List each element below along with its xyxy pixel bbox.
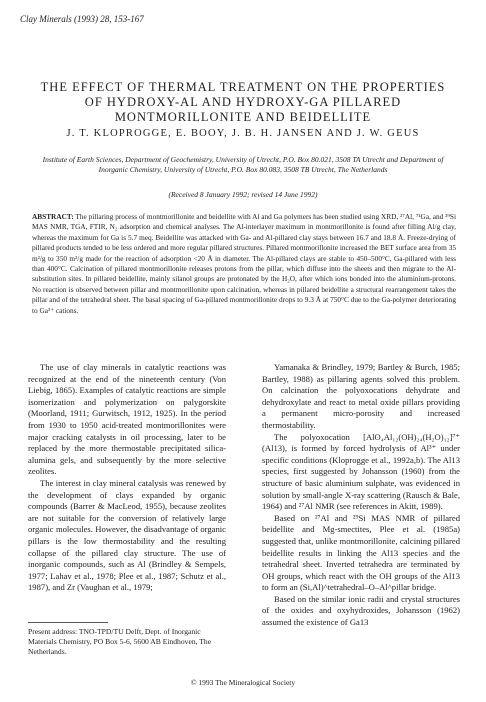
journal-reference: Clay Minerals (1993) 28, 153-167 bbox=[20, 14, 144, 24]
received-dates: (Received 8 January 1992; revised 14 June 1992) bbox=[168, 190, 318, 199]
affiliation: Institute of Earth Sciences, Department of Geochemistry, University of Utrecht, P.O. Box 80.021, 3508 TA Utrecht and Department of Inorganic Chemistry, University of Utrecht, P.O. Box 80.083, 3508 TB Utrecht, The Netherlands bbox=[42, 155, 444, 174]
right-column bbox=[262, 362, 460, 629]
footnote: Present address: TNO-TPD/TU Delft, Dept. of Inorganic Materials Chemistry, PO Box 5-6, 5600 AB Eindhoven, The Netherlands. bbox=[28, 627, 212, 656]
copyright-line: © 1993 The Mineralogical Society bbox=[190, 678, 296, 687]
footnote-divider bbox=[28, 622, 108, 623]
left-column bbox=[28, 362, 226, 594]
abstract bbox=[32, 212, 456, 316]
paragraph: The polyoxocation [AlO₄Al₁₂(OH)₂₄(H₂O)₁₂]⁷⁺ (Al13), is formed by forced hydrolysis of Al³⁺ under specific conditions (Kloprogge et al., 1992a,b). The Al13 species, first suggested by Johansson (1960) from the structure of basic aluminium sulphate, was evidenced in solution by small-angle X-ray scattering (Rausch & Bale, 1964) and ²⁷Al NMR (see references in Akitt, 1989). bbox=[262, 431, 460, 512]
author-list: J. T. KLOPROGGE, E. BOOY, J. B. H. JANSEN AND J. W. GEUS bbox=[66, 128, 420, 139]
abstract-label: ABSTRACT: bbox=[32, 212, 74, 221]
paragraph: The interest in clay mineral catalysis was renewed by the development of clays expanded by organic compounds (Barrer & MacLeod, 1955), because zeolites are not suitable for the conversion of relatively large organic molecules. However, the disadvantage of organic pillars is the low thermostability and the resulting collapse of the pillared clay structure. The use of inorganic compounds, such as Al (Brindley & Sempels, 1977; Lahav et al., 1978; Plee et al., 1987; Schutz et al., 1987), and Zr (Vaughan et al., 1979; bbox=[28, 477, 226, 593]
paragraph: Based on ²⁷Al and ²⁹Si MAS NMR of pillared beidellite and Mg-smectites, Plee et al. (1985a) suggested that, unlike montmorillonite, calcining pillared beidellite results in linking the Al13 species and the tetrahedral sheet. Inverted tetrahedra are terminated by OH groups, which react with the OH groups of the Al13 to form an (Si,Al)^tetrahedral–O–Al^pillar bridge. bbox=[262, 512, 460, 593]
paragraph: The use of clay minerals in catalytic reactions was recognized at the end of the nineteenth century (Von Liebig, 1865). Examples of catalytic reactions are simple isomerization and polymerization on palygorskite (Moorland, 1911; Gurwitsch, 1912, 1925). In the period from 1930 to 1950 acid-treated montmorillonites were major cracking catalysts in oil processing, later to be replaced by the more thermostable precipitated silica-alumina gels, and subsequently by the more selective zeolites. bbox=[28, 362, 226, 477]
paper-title: THE EFFECT OF THERMAL TREATMENT ON THE PROPERTIES OF HYDROXY-AL AND HYDROXY-GA PILLARED MONTMORILLONITE AND BEIDELLITE bbox=[40, 80, 446, 124]
paragraph: Yamanaka & Brindley, 1979; Bartley & Burch, 1985; Bartley, 1988) as pillaring agents solved this problem. On calcination the polyoxocations dehydrate and dehydroxylate and react to metal oxide pillars providing a permanent micro-porosity and increased thermostability. bbox=[262, 362, 460, 430]
paragraph: Based on the similar ionic radii and crystal structures of the oxides and oxyhydroxides, Johansson (1962) assumed the existence of Ga13 bbox=[262, 593, 460, 628]
abstract-text: The pillaring process of montmorillonite and beidellite with Al and Ga polymers has been studied using XRD, ²⁷Al, ⁷¹Ga, and ²⁹Si MAS NMR, TGA, FTIR, N₂ adsorption and chemical analyses. The Al-interlayer maximum in montmorillonite is found after filling Al/g clay, whereas the maximum for Ga is 5.7 meq. Beidellite was attacked with Ga- and Al-pillared clay stays between 16.7 and 18.8 Å. Freeze-drying of pillared products tended to be less ordered and more regular pillared structures. Pillared montmorillonite increased the BET surface area from 35 m²/g to 350 m²/g made for the reaction of adsorption <20 Å in diameter. The Al-pillared clays are stable to 450–500°C, Ga-pillared with less than 400°C. Calcination of pillared montmorillonite releases protons from the pillar, which diffuse into the sheets and then migrate to the Al-substitution sites. In pillared beidellite, mainly silanol groups are protonated by the H₂O, after which ions bonded into the aluminium-protons. No reaction is observed between pillar and montmorillonite upon calcination, whereas in pillared beidellite a structural rearrangement takes the pillar and of the tetrahedral sheet. The basal spacing of Ga-pillared montmorillonite drops to 9.3 Å at 750°C due to the Ga-polymer deteriorating to Ga³⁺ cations. bbox=[32, 212, 456, 315]
